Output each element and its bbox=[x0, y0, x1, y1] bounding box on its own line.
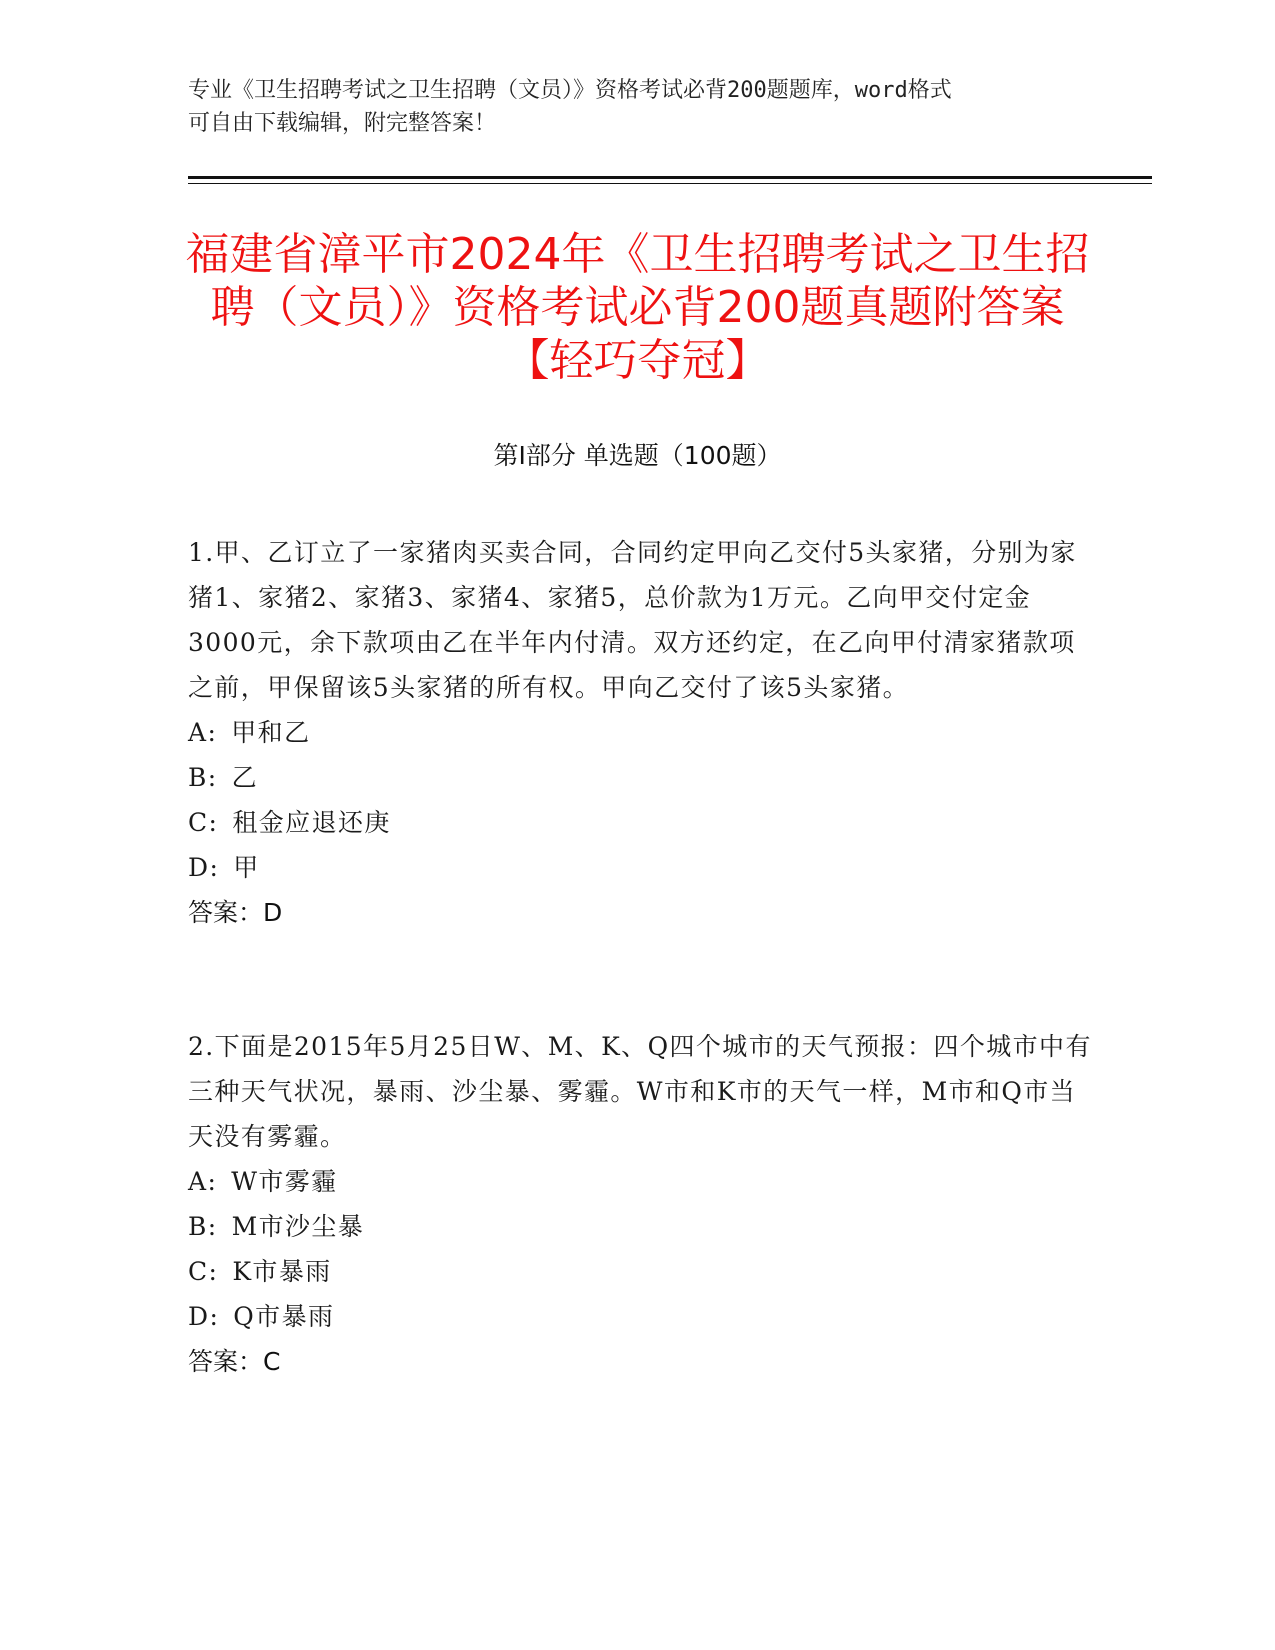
question-2 bbox=[188, 1024, 1093, 1384]
option-c bbox=[188, 1249, 1093, 1294]
option-text: 甲 bbox=[233, 853, 260, 882]
question-stem: 1.甲、乙订立了一家猪肉买卖合同，合同约定甲向乙交付5头家猪，分别为家猪1、家猪2、家猪3、家猪4、家猪5，总价款为1万元。乙向甲交付定金3000元，余下款项由乙在半年内付清。双方还约定，在乙向甲付清家猪款项之前，甲保留该5头家猪的所有权。甲向乙交付了该5头家猪。 bbox=[188, 538, 1077, 702]
question-stem: 2.下面是2015年5月25日W、M、K、Q四个城市的天气预报：四个城市中有三种天气状况，暴雨、沙尘暴、雾霾。W市和K市的天气一样，M市和Q市当天没有雾霾。 bbox=[188, 1032, 1092, 1151]
option-text: 租金应退还庚 bbox=[232, 808, 391, 837]
option-text: 乙 bbox=[231, 763, 259, 792]
option-a bbox=[188, 1159, 1093, 1204]
option-key: A: bbox=[188, 1167, 218, 1196]
option-key: B: bbox=[188, 763, 218, 792]
header-note-line-1: 专业《卫生招聘考试之卫生招聘（文员）》资格考试必背200题题库，word格式 bbox=[188, 78, 952, 103]
option-key: B: bbox=[188, 1212, 218, 1241]
question-1 bbox=[188, 530, 1093, 935]
document-title: 福建省漳平市2024年《卫生招聘考试之卫生招聘（文员）》资格考试必背200题真题附答案【轻巧夺冠】 bbox=[185, 229, 1090, 386]
option-text: 甲和乙 bbox=[231, 718, 311, 747]
header-divider-thick bbox=[188, 176, 1152, 179]
option-c bbox=[188, 800, 1093, 845]
option-key: C: bbox=[188, 808, 219, 837]
option-text: Q市暴雨 bbox=[233, 1302, 335, 1331]
option-text: W市雾霾 bbox=[231, 1167, 338, 1196]
option-key: D: bbox=[188, 853, 220, 882]
option-list bbox=[188, 1159, 1093, 1339]
option-d bbox=[188, 1294, 1093, 1339]
section-title: 第Ⅰ部分 单选题（100题） bbox=[493, 441, 782, 470]
option-text: K市暴雨 bbox=[232, 1257, 332, 1286]
option-text: M市沙尘暴 bbox=[231, 1212, 365, 1241]
option-b bbox=[188, 1204, 1093, 1249]
answer: 答案：C bbox=[188, 1347, 281, 1376]
option-key: D: bbox=[188, 1302, 220, 1331]
header-divider-thin bbox=[188, 183, 1152, 184]
option-b bbox=[188, 755, 1093, 800]
option-key: C: bbox=[188, 1257, 219, 1286]
header-note-line-2: 可自由下载编辑，附完整答案！ bbox=[188, 111, 497, 136]
option-list bbox=[188, 710, 1093, 890]
option-a bbox=[188, 710, 1093, 755]
option-key: A: bbox=[188, 718, 218, 747]
answer: 答案：D bbox=[188, 898, 283, 927]
header-note bbox=[188, 74, 1088, 140]
option-d bbox=[188, 845, 1093, 890]
